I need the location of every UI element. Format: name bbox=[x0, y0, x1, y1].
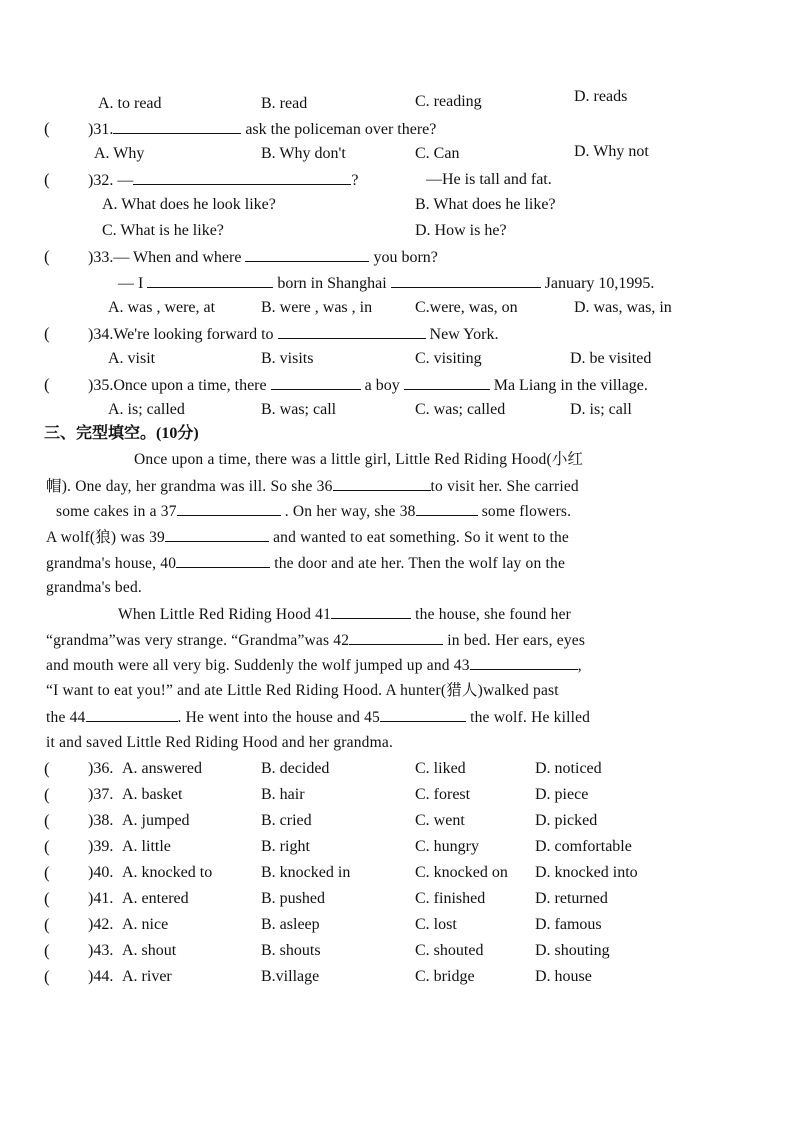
passage-text: and wanted to eat something. So it went to the bbox=[273, 529, 569, 546]
blank-39[interactable] bbox=[165, 527, 269, 542]
q33-option-d: D. was, was, in bbox=[574, 299, 672, 316]
q33-stem bbox=[88, 247, 438, 268]
passage-text: the door and ate her. Then the wolf lay on the bbox=[274, 555, 566, 572]
q33-text: you born? bbox=[373, 249, 438, 266]
option-b: B. decided bbox=[261, 760, 330, 777]
option-b: B. asleep bbox=[261, 916, 320, 933]
option-b: B. shouts bbox=[261, 942, 321, 959]
option-c: C. knocked on bbox=[415, 864, 508, 881]
q31-option-c: C. Can bbox=[415, 145, 460, 162]
q31-text: ask the policeman over there? bbox=[245, 121, 437, 138]
option-d: D. famous bbox=[535, 916, 602, 933]
q35-text-mid: a boy bbox=[364, 377, 400, 394]
q32-blank[interactable] bbox=[133, 170, 351, 185]
answer-paren: ( bbox=[44, 967, 50, 986]
passage-text: to visit her. She carried bbox=[430, 478, 579, 495]
passage-text: some cakes in a 37 bbox=[56, 503, 177, 520]
passage-text: . He went into the house and 45 bbox=[177, 709, 381, 726]
option-a: A. answered bbox=[122, 760, 202, 777]
blank-37[interactable] bbox=[177, 501, 281, 516]
q31-option-b: B. Why don't bbox=[261, 145, 346, 162]
q35-option-a: A. is; called bbox=[108, 401, 185, 418]
answer-paren: ( bbox=[44, 247, 50, 266]
option-d: D. picked bbox=[535, 812, 598, 829]
q35-option-b: B. was; call bbox=[261, 401, 337, 418]
passage-line bbox=[46, 655, 582, 676]
q31-blank[interactable] bbox=[113, 119, 241, 134]
answer-paren: ( bbox=[44, 170, 50, 189]
blank-40[interactable] bbox=[176, 553, 270, 568]
passage-text: “grandma”was very strange. “Grandma”was 42 bbox=[46, 632, 350, 649]
question-number: )37. bbox=[88, 786, 114, 803]
blank-43[interactable] bbox=[470, 655, 578, 670]
option-c: C. finished bbox=[415, 890, 486, 907]
q33-option-a: A. was , were, at bbox=[108, 299, 216, 316]
q32-mark: ? bbox=[351, 172, 359, 189]
q30-option-b: B. read bbox=[261, 95, 308, 112]
passage-line: Once upon a time, there was a little girl, Little Red Riding Hood(小红 bbox=[134, 451, 584, 468]
blank-44[interactable] bbox=[86, 707, 178, 722]
passage-line: grandma's bed. bbox=[46, 579, 142, 596]
option-a: A. jumped bbox=[122, 812, 190, 829]
question-number: )44. bbox=[88, 968, 114, 985]
q34-option-a: A. visit bbox=[108, 350, 156, 367]
option-c: C. went bbox=[415, 812, 465, 829]
q31-option-a: A. Why bbox=[94, 145, 145, 162]
q33-option-b: B. were , was , in bbox=[261, 299, 373, 316]
q33-dash: — I bbox=[118, 275, 144, 292]
answer-paren: ( bbox=[44, 324, 50, 343]
q32-option-d: D. How is he? bbox=[415, 222, 507, 239]
option-a: A. knocked to bbox=[122, 864, 213, 881]
answer-paren: ( bbox=[44, 837, 50, 856]
option-c: C. liked bbox=[415, 760, 466, 777]
option-d: D. shouting bbox=[535, 942, 610, 959]
section-heading: 三、完型填空。(10分) bbox=[44, 425, 199, 442]
q30-option-c: C. reading bbox=[415, 93, 482, 110]
q33-option-c: C.were, was, on bbox=[415, 299, 518, 316]
option-d: D. returned bbox=[535, 890, 608, 907]
passage-text: the 44 bbox=[46, 709, 86, 726]
answer-paren: ( bbox=[44, 375, 50, 394]
q31-number: )31. bbox=[88, 121, 114, 138]
question-number: )39. bbox=[88, 838, 114, 855]
passage-line bbox=[46, 476, 579, 497]
q30-option-d: D. reads bbox=[574, 88, 628, 105]
q35-stem bbox=[88, 375, 648, 396]
passage-line: it and saved Little Red Riding Hood and her grandma. bbox=[46, 734, 394, 751]
option-c: C. lost bbox=[415, 916, 457, 933]
option-d: D. comfortable bbox=[535, 838, 632, 855]
passage-line bbox=[46, 707, 590, 728]
q34-blank[interactable] bbox=[278, 324, 426, 339]
q33-line2 bbox=[118, 273, 654, 294]
passage-text: in bed. Her ears, eyes bbox=[447, 632, 586, 649]
option-b: B. cried bbox=[261, 812, 312, 829]
blank-42[interactable] bbox=[349, 630, 443, 645]
option-c: C. forest bbox=[415, 786, 471, 803]
passage-text: and mouth were all very big. Suddenly the wolf jumped up and 43 bbox=[46, 657, 470, 674]
passage-text: 帽). One day, her grandma was ill. So she 36 bbox=[46, 478, 333, 495]
passage-text: some flowers. bbox=[481, 503, 572, 520]
option-a: A. basket bbox=[122, 786, 183, 803]
passage-line bbox=[46, 630, 585, 651]
passage-text: the wolf. He killed bbox=[470, 709, 591, 726]
answer-paren: ( bbox=[44, 811, 50, 830]
q34-number: )34.We're looking forward to bbox=[88, 326, 274, 343]
option-d: D. knocked into bbox=[535, 864, 638, 881]
passage-text: , bbox=[577, 657, 582, 674]
answer-paren: ( bbox=[44, 915, 50, 934]
option-a: A. little bbox=[122, 838, 171, 855]
q34-option-d: D. be visited bbox=[570, 350, 652, 367]
option-a: A. shout bbox=[122, 942, 177, 959]
option-d: D. noticed bbox=[535, 760, 602, 777]
q34-text: New York. bbox=[429, 326, 499, 343]
option-b: B. knocked in bbox=[261, 864, 351, 881]
passage-line bbox=[118, 604, 571, 625]
question-number: )36. bbox=[88, 760, 114, 777]
q34-option-c: C. visiting bbox=[415, 350, 482, 367]
passage-line: “I want to eat you!” and ate Little Red Riding Hood. A hunter(猎人)walked past bbox=[46, 682, 559, 699]
q31-stem bbox=[88, 119, 436, 140]
q35-blank-2[interactable] bbox=[404, 375, 490, 390]
q33-blank-3[interactable] bbox=[391, 273, 541, 288]
answer-paren: ( bbox=[44, 863, 50, 882]
q32-stem bbox=[88, 170, 358, 191]
q32-number: )32. — bbox=[88, 172, 134, 189]
q32-option-c: C. What is he like? bbox=[102, 222, 224, 239]
answer-paren: ( bbox=[44, 119, 50, 138]
blank-38[interactable] bbox=[416, 501, 478, 516]
passage-text: A wolf(狼) was 39 bbox=[46, 529, 166, 546]
passage-text: grandma's house, 40 bbox=[46, 555, 177, 572]
blank-45[interactable] bbox=[380, 707, 466, 722]
passage-line bbox=[56, 501, 571, 522]
question-number: )42. bbox=[88, 916, 114, 933]
passage-line bbox=[46, 553, 565, 574]
passage-text: . On her way, she 38 bbox=[284, 503, 416, 520]
option-a: A. entered bbox=[122, 890, 189, 907]
option-b: B. hair bbox=[261, 786, 305, 803]
q33-blank-2[interactable] bbox=[147, 273, 273, 288]
q35-blank-1[interactable] bbox=[271, 375, 361, 390]
q33-number: )33.— When and where bbox=[88, 249, 242, 266]
q35-option-d: D. is; call bbox=[570, 401, 632, 418]
option-c: C. hungry bbox=[415, 838, 479, 855]
answer-paren: ( bbox=[44, 889, 50, 908]
q32-option-a: A. What does he look like? bbox=[102, 196, 276, 213]
q32-option-b: B. What does he like? bbox=[415, 196, 556, 213]
q33-line2-mid: born in Shanghai bbox=[277, 275, 387, 292]
answer-paren: ( bbox=[44, 941, 50, 960]
question-number: )40. bbox=[88, 864, 114, 881]
passage-text: When Little Red Riding Hood 41 bbox=[118, 606, 332, 623]
question-number: )41. bbox=[88, 890, 114, 907]
answer-paren: ( bbox=[44, 759, 50, 778]
option-d: D. piece bbox=[535, 786, 589, 803]
question-number: )43. bbox=[88, 942, 114, 959]
question-number: )38. bbox=[88, 812, 114, 829]
q33-line2-end: January 10,1995. bbox=[544, 275, 655, 292]
option-b: B.village bbox=[261, 968, 320, 985]
option-a: A. nice bbox=[122, 916, 169, 933]
q32-answer: —He is tall and fat. bbox=[426, 171, 552, 188]
q35-option-c: C. was; called bbox=[415, 401, 506, 418]
passage-line bbox=[46, 527, 569, 548]
answer-paren: ( bbox=[44, 785, 50, 804]
blank-36[interactable] bbox=[333, 476, 431, 491]
option-d: D. house bbox=[535, 968, 592, 985]
option-b: B. right bbox=[261, 838, 310, 855]
option-c: C. bridge bbox=[415, 968, 475, 985]
passage-text: the house, she found her bbox=[415, 606, 572, 623]
q30-option-a: A. to read bbox=[98, 95, 162, 112]
q35-text-end: Ma Liang in the village. bbox=[493, 377, 648, 394]
option-c: C. shouted bbox=[415, 942, 484, 959]
option-b: B. pushed bbox=[261, 890, 325, 907]
q34-stem bbox=[88, 324, 498, 345]
q33-blank-1[interactable] bbox=[245, 247, 369, 262]
option-a: A. river bbox=[122, 968, 172, 985]
q35-number: )35.Once upon a time, there bbox=[88, 377, 267, 394]
blank-41[interactable] bbox=[331, 604, 411, 619]
q34-option-b: B. visits bbox=[261, 350, 314, 367]
q31-option-d: D. Why not bbox=[574, 143, 649, 160]
